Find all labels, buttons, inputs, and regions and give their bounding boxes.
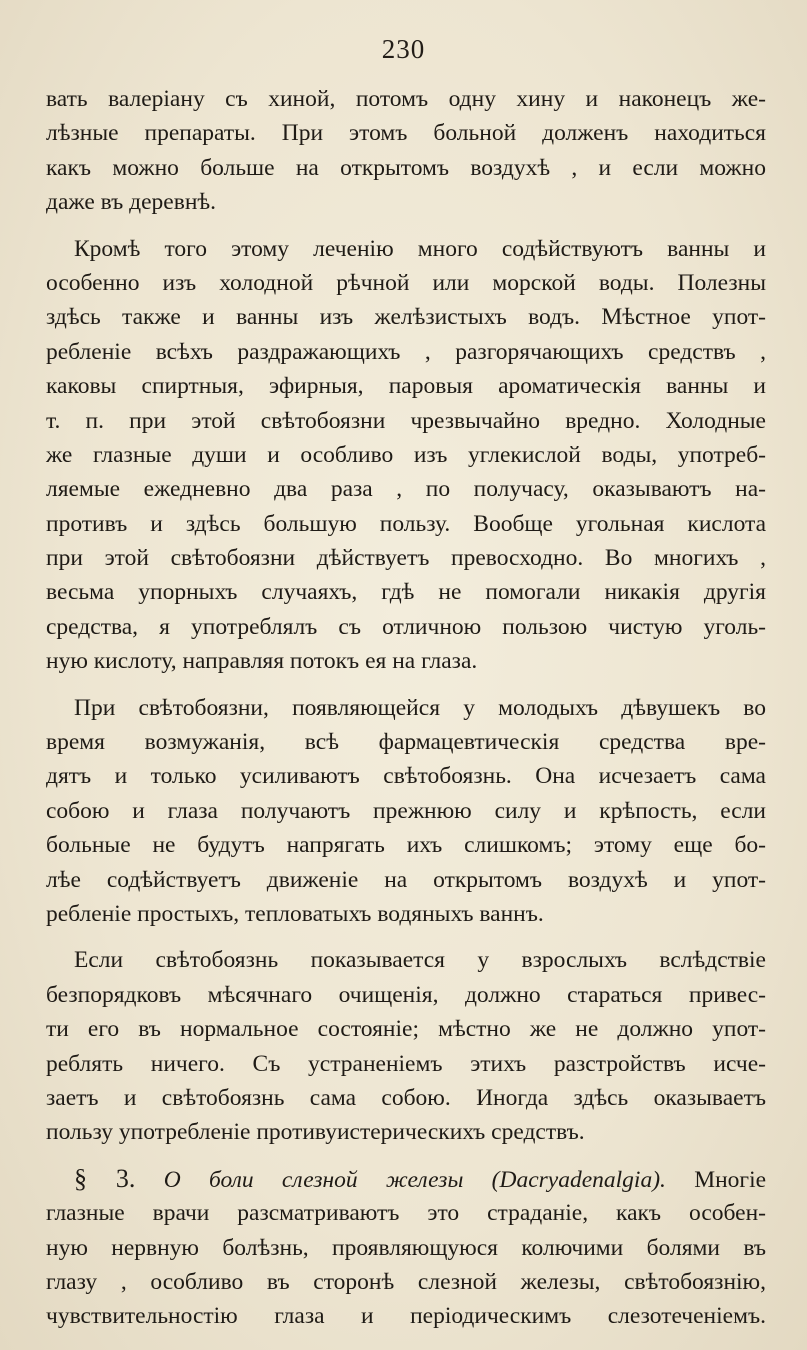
section-title: О боли слезной железы (Dacryadenalgia). [163, 1166, 666, 1193]
paragraph-gap [46, 220, 766, 232]
paragraph-gap [46, 679, 766, 691]
text-line: ребленіе простыхъ, тепловатыхъ водяныхъ ваннъ. [46, 900, 544, 927]
section-line: ную нервную болѣзнь, проявляющуюся колючими болями въ [46, 1234, 766, 1261]
section-first-line-rest: Многіе [694, 1166, 767, 1193]
text-line: какъ можно больше на открытомъ воздухѣ , и если можно [46, 154, 766, 181]
section-line: чувствительностію глаза и періодическимъ слезотеченіемъ. [46, 1303, 766, 1330]
text-line: ляемые ежедневно два раза , по получасу, оказываютъ на- [46, 476, 766, 503]
text-line: средства, я употреблялъ съ отличною пользою чистую уголь- [46, 613, 766, 640]
text-line: же глазные души и особливо изъ углекислой воды, употреб- [46, 441, 766, 468]
text-line: весьма упорныхъ случаяхъ, гдѣ не помогали никакія другія [46, 579, 766, 606]
text-line: дятъ и только усиливаютъ свѣтобоязнь. Она исчезаетъ сама [46, 763, 766, 790]
text-line: заетъ и свѣтобоязнь сама собою. Иногда здѣсь оказываетъ [46, 1084, 766, 1111]
text-line: даже въ деревнѣ. [46, 189, 217, 216]
text-line: особенно изъ холодной рѣчной или морской воды. Полезны [46, 269, 766, 296]
text-line: пользу употребленіе противуистерическихъ средствъ. [46, 1119, 585, 1146]
text-line: При свѣтобоязни, появляющейся у молодыхъ дѣвушекъ во [74, 694, 766, 721]
text-line: Кромѣ того этому леченію много содѣйствуютъ ванны и [74, 235, 766, 262]
text-line: ную кислоту, направляя потокъ ея на глаза. [46, 648, 478, 675]
section-heading-line [46, 1162, 766, 1196]
page-number: 230 [381, 34, 426, 64]
text-line: реблять ничего. Съ устраненіемъ этихъ разстройствъ исче- [46, 1050, 766, 1077]
section-line: глазу , особливо въ сторонѣ слезной железы, свѣтобоязнію, [46, 1268, 766, 1295]
text-line: Если свѣтобоязнь показывается у взрослыхъ вслѣдствіе [74, 947, 766, 974]
text-line: здѣсь также и ванны изъ желѣзистыхъ водъ. Мѣстное упот- [46, 304, 766, 331]
text-line: собою и глаза получаютъ прежнюю силу и крѣпость, если [46, 797, 766, 824]
section-line: глазные врачи разсматриваютъ это страданіе, какъ особен- [46, 1200, 766, 1227]
paragraph-gap [46, 931, 766, 943]
paragraph-lines [46, 82, 766, 1150]
section-mark: § 3. [74, 1163, 136, 1193]
body-text [46, 82, 766, 1334]
text-line: ти его въ нормальное состояніе; мѣстно же не должно упот- [46, 1016, 766, 1043]
text-line: ребленіе всѣхъ раздражающихъ , разгорячающихъ средствъ , [46, 338, 766, 365]
text-line: лѣе содѣйствуетъ движеніе на открытомъ воздухѣ и упот- [46, 866, 766, 893]
text-line: каковы спиртныя, эфирныя, паровыя ароматическія ванны и [46, 373, 766, 400]
text-line: т. п. при этой свѣтобоязни чрезвычайно вредно. Холодные [46, 407, 766, 434]
paragraph-gap [46, 1150, 766, 1162]
text-line: лѣзные препараты. При этомъ больной долженъ находиться [46, 120, 766, 147]
text-line: при этой свѣтобоязни дѣйствуетъ превосходно. Во многихъ , [46, 545, 766, 572]
text-line: противъ и здѣсь большую пользу. Вообще угольная кислота [46, 510, 766, 537]
text-line: время возмужанія, всѣ фармацевтическія средства вре- [46, 729, 766, 756]
text-line: безпорядковъ мѣсячнаго очищенія, должно стараться привес- [46, 981, 766, 1008]
text-line: вать валеріану съ хиной, потомъ одну хину и наконецъ же- [46, 86, 766, 112]
text-line: больные не будутъ напрягать ихъ слишкомъ; этому еще бо- [46, 832, 766, 859]
